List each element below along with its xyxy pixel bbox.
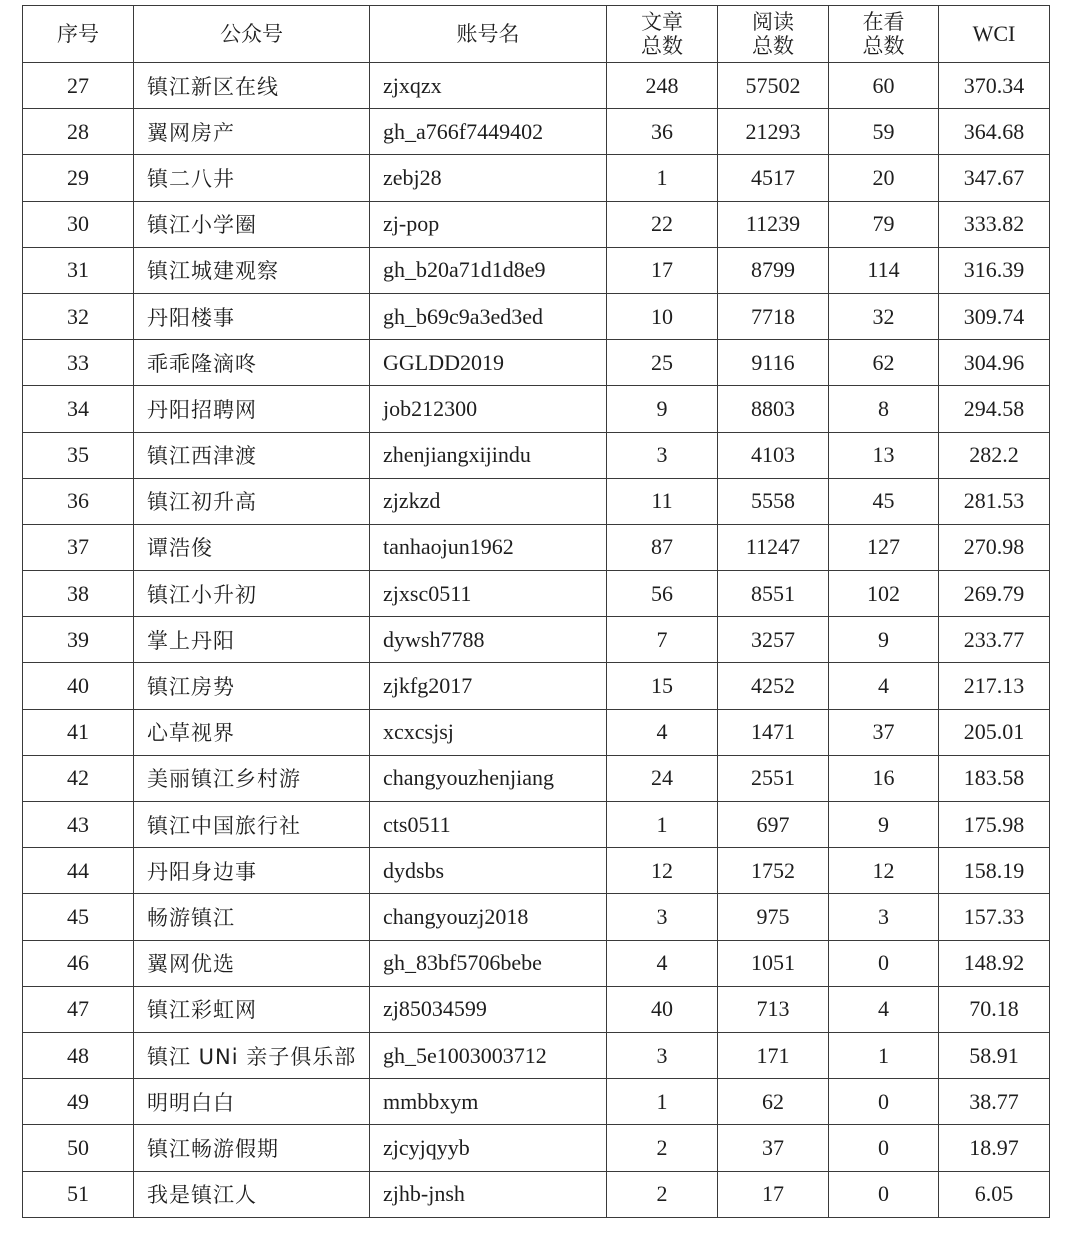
header-row bbox=[23, 6, 1050, 63]
cell-reads: 57502 bbox=[718, 63, 829, 109]
cell-reads: 4252 bbox=[718, 663, 829, 709]
cell-watching: 9 bbox=[829, 617, 939, 663]
cell-wci: 270.98 bbox=[939, 524, 1050, 570]
header-articles-line2: 总数 bbox=[641, 34, 683, 58]
header-account-id: 账号名 bbox=[370, 6, 607, 63]
cell-wci: 282.2 bbox=[939, 432, 1050, 478]
cell-account: 畅游镇江 bbox=[134, 894, 370, 940]
header-reads-line1: 阅读 bbox=[752, 10, 794, 34]
cell-account-id: job212300 bbox=[370, 386, 607, 432]
cell-account: 镇二八井 bbox=[134, 155, 370, 201]
header-articles-line1: 文章 bbox=[641, 10, 683, 34]
cell-wci: 294.58 bbox=[939, 386, 1050, 432]
cell-account-id: gh_b20a71d1d8e9 bbox=[370, 247, 607, 293]
cell-reads: 8803 bbox=[718, 386, 829, 432]
cell-articles: 40 bbox=[607, 986, 718, 1032]
header-reads bbox=[718, 6, 829, 63]
cell-account: 丹阳楼事 bbox=[134, 293, 370, 339]
cell-account: 镇江西津渡 bbox=[134, 432, 370, 478]
cell-wci: 58.91 bbox=[939, 1032, 1050, 1078]
table-row bbox=[23, 571, 1050, 617]
cell-index: 28 bbox=[23, 109, 134, 155]
cell-account: 我是镇江人 bbox=[134, 1171, 370, 1217]
table-row bbox=[23, 1125, 1050, 1171]
table-row bbox=[23, 1032, 1050, 1078]
cell-account-id: cts0511 bbox=[370, 802, 607, 848]
cell-account: 镇江小学圈 bbox=[134, 201, 370, 247]
cell-index: 36 bbox=[23, 478, 134, 524]
table-row bbox=[23, 386, 1050, 432]
cell-account: 翼网房产 bbox=[134, 109, 370, 155]
cell-account: 明明白白 bbox=[134, 1079, 370, 1125]
cell-account-id: GGLDD2019 bbox=[370, 340, 607, 386]
cell-watching: 37 bbox=[829, 709, 939, 755]
header-account: 公众号 bbox=[134, 6, 370, 63]
cell-index: 49 bbox=[23, 1079, 134, 1125]
table-row bbox=[23, 155, 1050, 201]
cell-reads: 713 bbox=[718, 986, 829, 1032]
cell-watching: 0 bbox=[829, 1125, 939, 1171]
cell-index: 38 bbox=[23, 571, 134, 617]
table-row bbox=[23, 478, 1050, 524]
cell-reads: 8799 bbox=[718, 247, 829, 293]
cell-account-id: zjxsc0511 bbox=[370, 571, 607, 617]
cell-reads: 62 bbox=[718, 1079, 829, 1125]
cell-index: 41 bbox=[23, 709, 134, 755]
cell-articles: 10 bbox=[607, 293, 718, 339]
table-row bbox=[23, 986, 1050, 1032]
cell-wci: 217.13 bbox=[939, 663, 1050, 709]
cell-index: 42 bbox=[23, 755, 134, 801]
cell-watching: 9 bbox=[829, 802, 939, 848]
cell-watching: 12 bbox=[829, 848, 939, 894]
cell-index: 37 bbox=[23, 524, 134, 570]
cell-watching: 13 bbox=[829, 432, 939, 478]
cell-wci: 183.58 bbox=[939, 755, 1050, 801]
cell-index: 51 bbox=[23, 1171, 134, 1217]
cell-account: 镇江中国旅行社 bbox=[134, 802, 370, 848]
cell-wci: 157.33 bbox=[939, 894, 1050, 940]
header-articles bbox=[607, 6, 718, 63]
cell-watching: 16 bbox=[829, 755, 939, 801]
cell-account: 镇江初升高 bbox=[134, 478, 370, 524]
cell-account: 镇江 UNi 亲子俱乐部 bbox=[134, 1032, 370, 1078]
cell-index: 29 bbox=[23, 155, 134, 201]
table-row bbox=[23, 432, 1050, 478]
cell-watching: 1 bbox=[829, 1032, 939, 1078]
cell-articles: 36 bbox=[607, 109, 718, 155]
cell-reads: 171 bbox=[718, 1032, 829, 1078]
cell-watching: 8 bbox=[829, 386, 939, 432]
table-row bbox=[23, 663, 1050, 709]
cell-account-id: dydsbs bbox=[370, 848, 607, 894]
cell-articles: 2 bbox=[607, 1125, 718, 1171]
cell-articles: 3 bbox=[607, 1032, 718, 1078]
cell-index: 50 bbox=[23, 1125, 134, 1171]
cell-articles: 4 bbox=[607, 940, 718, 986]
cell-account: 丹阳身边事 bbox=[134, 848, 370, 894]
cell-articles: 25 bbox=[607, 340, 718, 386]
cell-account: 乖乖隆滴咚 bbox=[134, 340, 370, 386]
cell-articles: 1 bbox=[607, 155, 718, 201]
header-wci: WCI bbox=[939, 6, 1050, 63]
cell-articles: 3 bbox=[607, 432, 718, 478]
cell-watching: 20 bbox=[829, 155, 939, 201]
table-row bbox=[23, 201, 1050, 247]
cell-wci: 304.96 bbox=[939, 340, 1050, 386]
cell-index: 47 bbox=[23, 986, 134, 1032]
cell-index: 43 bbox=[23, 802, 134, 848]
table-row bbox=[23, 1171, 1050, 1217]
table-row bbox=[23, 340, 1050, 386]
cell-account: 美丽镇江乡村游 bbox=[134, 755, 370, 801]
cell-account-id: zj-pop bbox=[370, 201, 607, 247]
cell-reads: 4517 bbox=[718, 155, 829, 201]
cell-account-id: gh_5e1003003712 bbox=[370, 1032, 607, 1078]
cell-reads: 2551 bbox=[718, 755, 829, 801]
cell-account-id: zjzkzd bbox=[370, 478, 607, 524]
cell-account: 丹阳招聘网 bbox=[134, 386, 370, 432]
cell-index: 33 bbox=[23, 340, 134, 386]
cell-reads: 9116 bbox=[718, 340, 829, 386]
cell-articles: 2 bbox=[607, 1171, 718, 1217]
table-row bbox=[23, 848, 1050, 894]
cell-account-id: gh_b69c9a3ed3ed bbox=[370, 293, 607, 339]
cell-reads: 8551 bbox=[718, 571, 829, 617]
cell-account: 镇江城建观察 bbox=[134, 247, 370, 293]
cell-account: 镇江房势 bbox=[134, 663, 370, 709]
cell-reads: 1752 bbox=[718, 848, 829, 894]
cell-articles: 24 bbox=[607, 755, 718, 801]
cell-index: 32 bbox=[23, 293, 134, 339]
cell-wci: 269.79 bbox=[939, 571, 1050, 617]
cell-watching: 32 bbox=[829, 293, 939, 339]
cell-wci: 333.82 bbox=[939, 201, 1050, 247]
cell-watching: 0 bbox=[829, 1079, 939, 1125]
cell-articles: 56 bbox=[607, 571, 718, 617]
cell-watching: 62 bbox=[829, 340, 939, 386]
cell-watching: 60 bbox=[829, 63, 939, 109]
cell-reads: 11247 bbox=[718, 524, 829, 570]
cell-wci: 233.77 bbox=[939, 617, 1050, 663]
wci-ranking-table bbox=[22, 5, 1050, 1218]
cell-reads: 37 bbox=[718, 1125, 829, 1171]
cell-account: 谭浩俊 bbox=[134, 524, 370, 570]
header-watching bbox=[829, 6, 939, 63]
cell-watching: 59 bbox=[829, 109, 939, 155]
cell-articles: 4 bbox=[607, 709, 718, 755]
cell-wci: 364.68 bbox=[939, 109, 1050, 155]
table-header bbox=[23, 6, 1050, 63]
cell-watching: 79 bbox=[829, 201, 939, 247]
cell-account-id: mmbbxym bbox=[370, 1079, 607, 1125]
cell-account-id: tanhaojun1962 bbox=[370, 524, 607, 570]
cell-index: 27 bbox=[23, 63, 134, 109]
cell-index: 45 bbox=[23, 894, 134, 940]
header-index: 序号 bbox=[23, 6, 134, 63]
cell-articles: 17 bbox=[607, 247, 718, 293]
cell-articles: 9 bbox=[607, 386, 718, 432]
cell-reads: 1471 bbox=[718, 709, 829, 755]
cell-wci: 38.77 bbox=[939, 1079, 1050, 1125]
cell-wci: 70.18 bbox=[939, 986, 1050, 1032]
cell-account-id: zjhb-jnsh bbox=[370, 1171, 607, 1217]
cell-wci: 347.67 bbox=[939, 155, 1050, 201]
table-row bbox=[23, 802, 1050, 848]
cell-watching: 114 bbox=[829, 247, 939, 293]
cell-wci: 148.92 bbox=[939, 940, 1050, 986]
cell-account: 镇江彩虹网 bbox=[134, 986, 370, 1032]
cell-account-id: zjkfg2017 bbox=[370, 663, 607, 709]
cell-reads: 1051 bbox=[718, 940, 829, 986]
cell-account-id: zjcyjqyyb bbox=[370, 1125, 607, 1171]
table-row bbox=[23, 617, 1050, 663]
cell-index: 40 bbox=[23, 663, 134, 709]
table-body bbox=[23, 63, 1050, 1218]
cell-index: 44 bbox=[23, 848, 134, 894]
cell-reads: 975 bbox=[718, 894, 829, 940]
cell-index: 34 bbox=[23, 386, 134, 432]
cell-reads: 4103 bbox=[718, 432, 829, 478]
cell-index: 35 bbox=[23, 432, 134, 478]
table-row bbox=[23, 755, 1050, 801]
wci-ranking-table-container bbox=[22, 5, 1049, 1218]
cell-wci: 158.19 bbox=[939, 848, 1050, 894]
cell-watching: 3 bbox=[829, 894, 939, 940]
cell-index: 48 bbox=[23, 1032, 134, 1078]
cell-account: 镇江新区在线 bbox=[134, 63, 370, 109]
table-row bbox=[23, 247, 1050, 293]
cell-account: 心草视界 bbox=[134, 709, 370, 755]
cell-wci: 175.98 bbox=[939, 802, 1050, 848]
cell-wci: 309.74 bbox=[939, 293, 1050, 339]
cell-account-id: zjxqzx bbox=[370, 63, 607, 109]
cell-articles: 1 bbox=[607, 802, 718, 848]
cell-wci: 370.34 bbox=[939, 63, 1050, 109]
cell-reads: 697 bbox=[718, 802, 829, 848]
cell-account-id: zebj28 bbox=[370, 155, 607, 201]
cell-index: 39 bbox=[23, 617, 134, 663]
cell-watching: 4 bbox=[829, 663, 939, 709]
cell-articles: 248 bbox=[607, 63, 718, 109]
cell-reads: 5558 bbox=[718, 478, 829, 524]
table-row bbox=[23, 524, 1050, 570]
cell-reads: 21293 bbox=[718, 109, 829, 155]
table-row bbox=[23, 940, 1050, 986]
cell-reads: 7718 bbox=[718, 293, 829, 339]
cell-index: 30 bbox=[23, 201, 134, 247]
cell-account: 镇江畅游假期 bbox=[134, 1125, 370, 1171]
cell-account-id: xcxcsjsj bbox=[370, 709, 607, 755]
cell-reads: 17 bbox=[718, 1171, 829, 1217]
cell-wci: 316.39 bbox=[939, 247, 1050, 293]
header-reads-line2: 总数 bbox=[752, 34, 794, 58]
cell-account-id: changyouzhenjiang bbox=[370, 755, 607, 801]
cell-wci: 18.97 bbox=[939, 1125, 1050, 1171]
cell-index: 46 bbox=[23, 940, 134, 986]
cell-watching: 127 bbox=[829, 524, 939, 570]
cell-account-id: zj85034599 bbox=[370, 986, 607, 1032]
cell-watching: 4 bbox=[829, 986, 939, 1032]
table-row bbox=[23, 709, 1050, 755]
cell-watching: 0 bbox=[829, 940, 939, 986]
cell-articles: 11 bbox=[607, 478, 718, 524]
cell-articles: 87 bbox=[607, 524, 718, 570]
table-row bbox=[23, 63, 1050, 109]
cell-articles: 3 bbox=[607, 894, 718, 940]
cell-account-id: dywsh7788 bbox=[370, 617, 607, 663]
cell-index: 31 bbox=[23, 247, 134, 293]
cell-watching: 102 bbox=[829, 571, 939, 617]
cell-articles: 12 bbox=[607, 848, 718, 894]
cell-articles: 22 bbox=[607, 201, 718, 247]
cell-articles: 7 bbox=[607, 617, 718, 663]
cell-account-id: changyouzj2018 bbox=[370, 894, 607, 940]
cell-reads: 3257 bbox=[718, 617, 829, 663]
cell-account: 翼网优选 bbox=[134, 940, 370, 986]
header-watching-line1: 在看 bbox=[862, 10, 905, 34]
header-watching-line2: 总数 bbox=[862, 34, 905, 58]
cell-wci: 281.53 bbox=[939, 478, 1050, 524]
cell-account-id: zhenjiangxijindu bbox=[370, 432, 607, 478]
cell-wci: 205.01 bbox=[939, 709, 1050, 755]
cell-articles: 1 bbox=[607, 1079, 718, 1125]
table-row bbox=[23, 109, 1050, 155]
cell-account-id: gh_83bf5706bebe bbox=[370, 940, 607, 986]
table-row bbox=[23, 894, 1050, 940]
cell-account-id: gh_a766f7449402 bbox=[370, 109, 607, 155]
cell-reads: 11239 bbox=[718, 201, 829, 247]
table-row bbox=[23, 293, 1050, 339]
cell-wci: 6.05 bbox=[939, 1171, 1050, 1217]
cell-watching: 45 bbox=[829, 478, 939, 524]
cell-account: 掌上丹阳 bbox=[134, 617, 370, 663]
table-row bbox=[23, 1079, 1050, 1125]
cell-account: 镇江小升初 bbox=[134, 571, 370, 617]
cell-watching: 0 bbox=[829, 1171, 939, 1217]
cell-articles: 15 bbox=[607, 663, 718, 709]
